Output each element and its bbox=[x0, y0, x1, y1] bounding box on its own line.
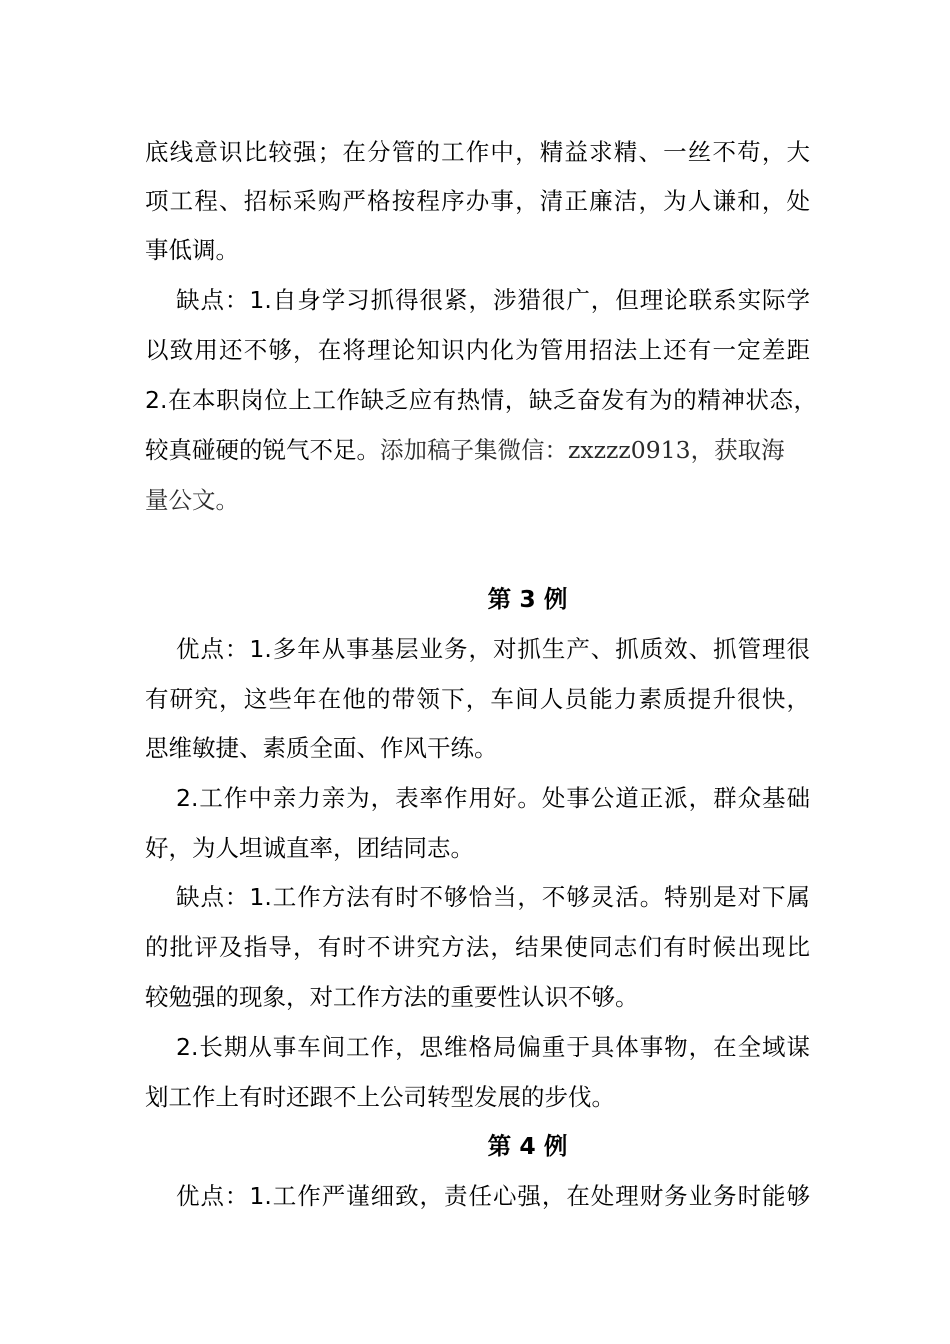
text-line: 缺点：1.工作方法有时不够恰当，不够灵活。特别是对下属 bbox=[176, 883, 810, 911]
text-line: 的批评及指导，有时不讲究方法，结果使同志们有时候出现比 bbox=[145, 933, 810, 961]
text-line: 好，为人坦诚直率，团结同志。 bbox=[145, 834, 474, 862]
watermark-text: 添加稿子集微信：zxzzz0913，获取海 bbox=[380, 436, 785, 464]
text-line: 底线意识比较强；在分管的工作中，精益求精、一丝不苟，大 bbox=[145, 138, 810, 166]
text-line: 2.长期从事车间工作，思维格局偏重于具体事物，在全域谋 bbox=[176, 1033, 810, 1061]
section-heading: 第 3 例 bbox=[487, 585, 568, 613]
text-line: 2.工作中亲力亲为，表率作用好。处事公道正派，群众基础 bbox=[176, 784, 810, 812]
text-line: 以致用还不够，在将理论知识内化为管用招法上还有一定差距 bbox=[145, 336, 810, 364]
text-line: 划工作上有时还跟不上公司转型发展的步伐。 bbox=[145, 1083, 615, 1111]
section-heading: 第 4 例 bbox=[487, 1132, 568, 1160]
text-line: 有研究，这些年在他的带领下，车间人员能力素质提升很快， bbox=[145, 685, 810, 713]
text-line bbox=[145, 431, 810, 469]
text-line: 较勉强的现象，对工作方法的重要性认识不够。 bbox=[145, 983, 639, 1011]
text-line: 思维敏捷、素质全面、作风干练。 bbox=[145, 734, 498, 762]
text-line: 优点：1.多年从事基层业务，对抓生产、抓质效、抓管理很 bbox=[176, 635, 810, 663]
text-line: 优点：1.工作严谨细致，责任心强，在处理财务业务时能够 bbox=[176, 1182, 810, 1210]
text-line: 事低调。 bbox=[145, 236, 239, 264]
text-line: 量公文。 bbox=[145, 486, 239, 514]
text-line: 2.在本职岗位上工作缺乏应有热情，缺乏奋发有为的精神状态， bbox=[145, 386, 817, 414]
text-line: 项工程、招标采购严格按程序办事，清正廉洁，为人谦和，处 bbox=[145, 187, 810, 215]
text-segment: 较真碰硬的锐气不足。 bbox=[145, 436, 380, 464]
text-line: 缺点：1.自身学习抓得很紧，涉猎很广，但理论联系实际学 bbox=[176, 286, 810, 314]
